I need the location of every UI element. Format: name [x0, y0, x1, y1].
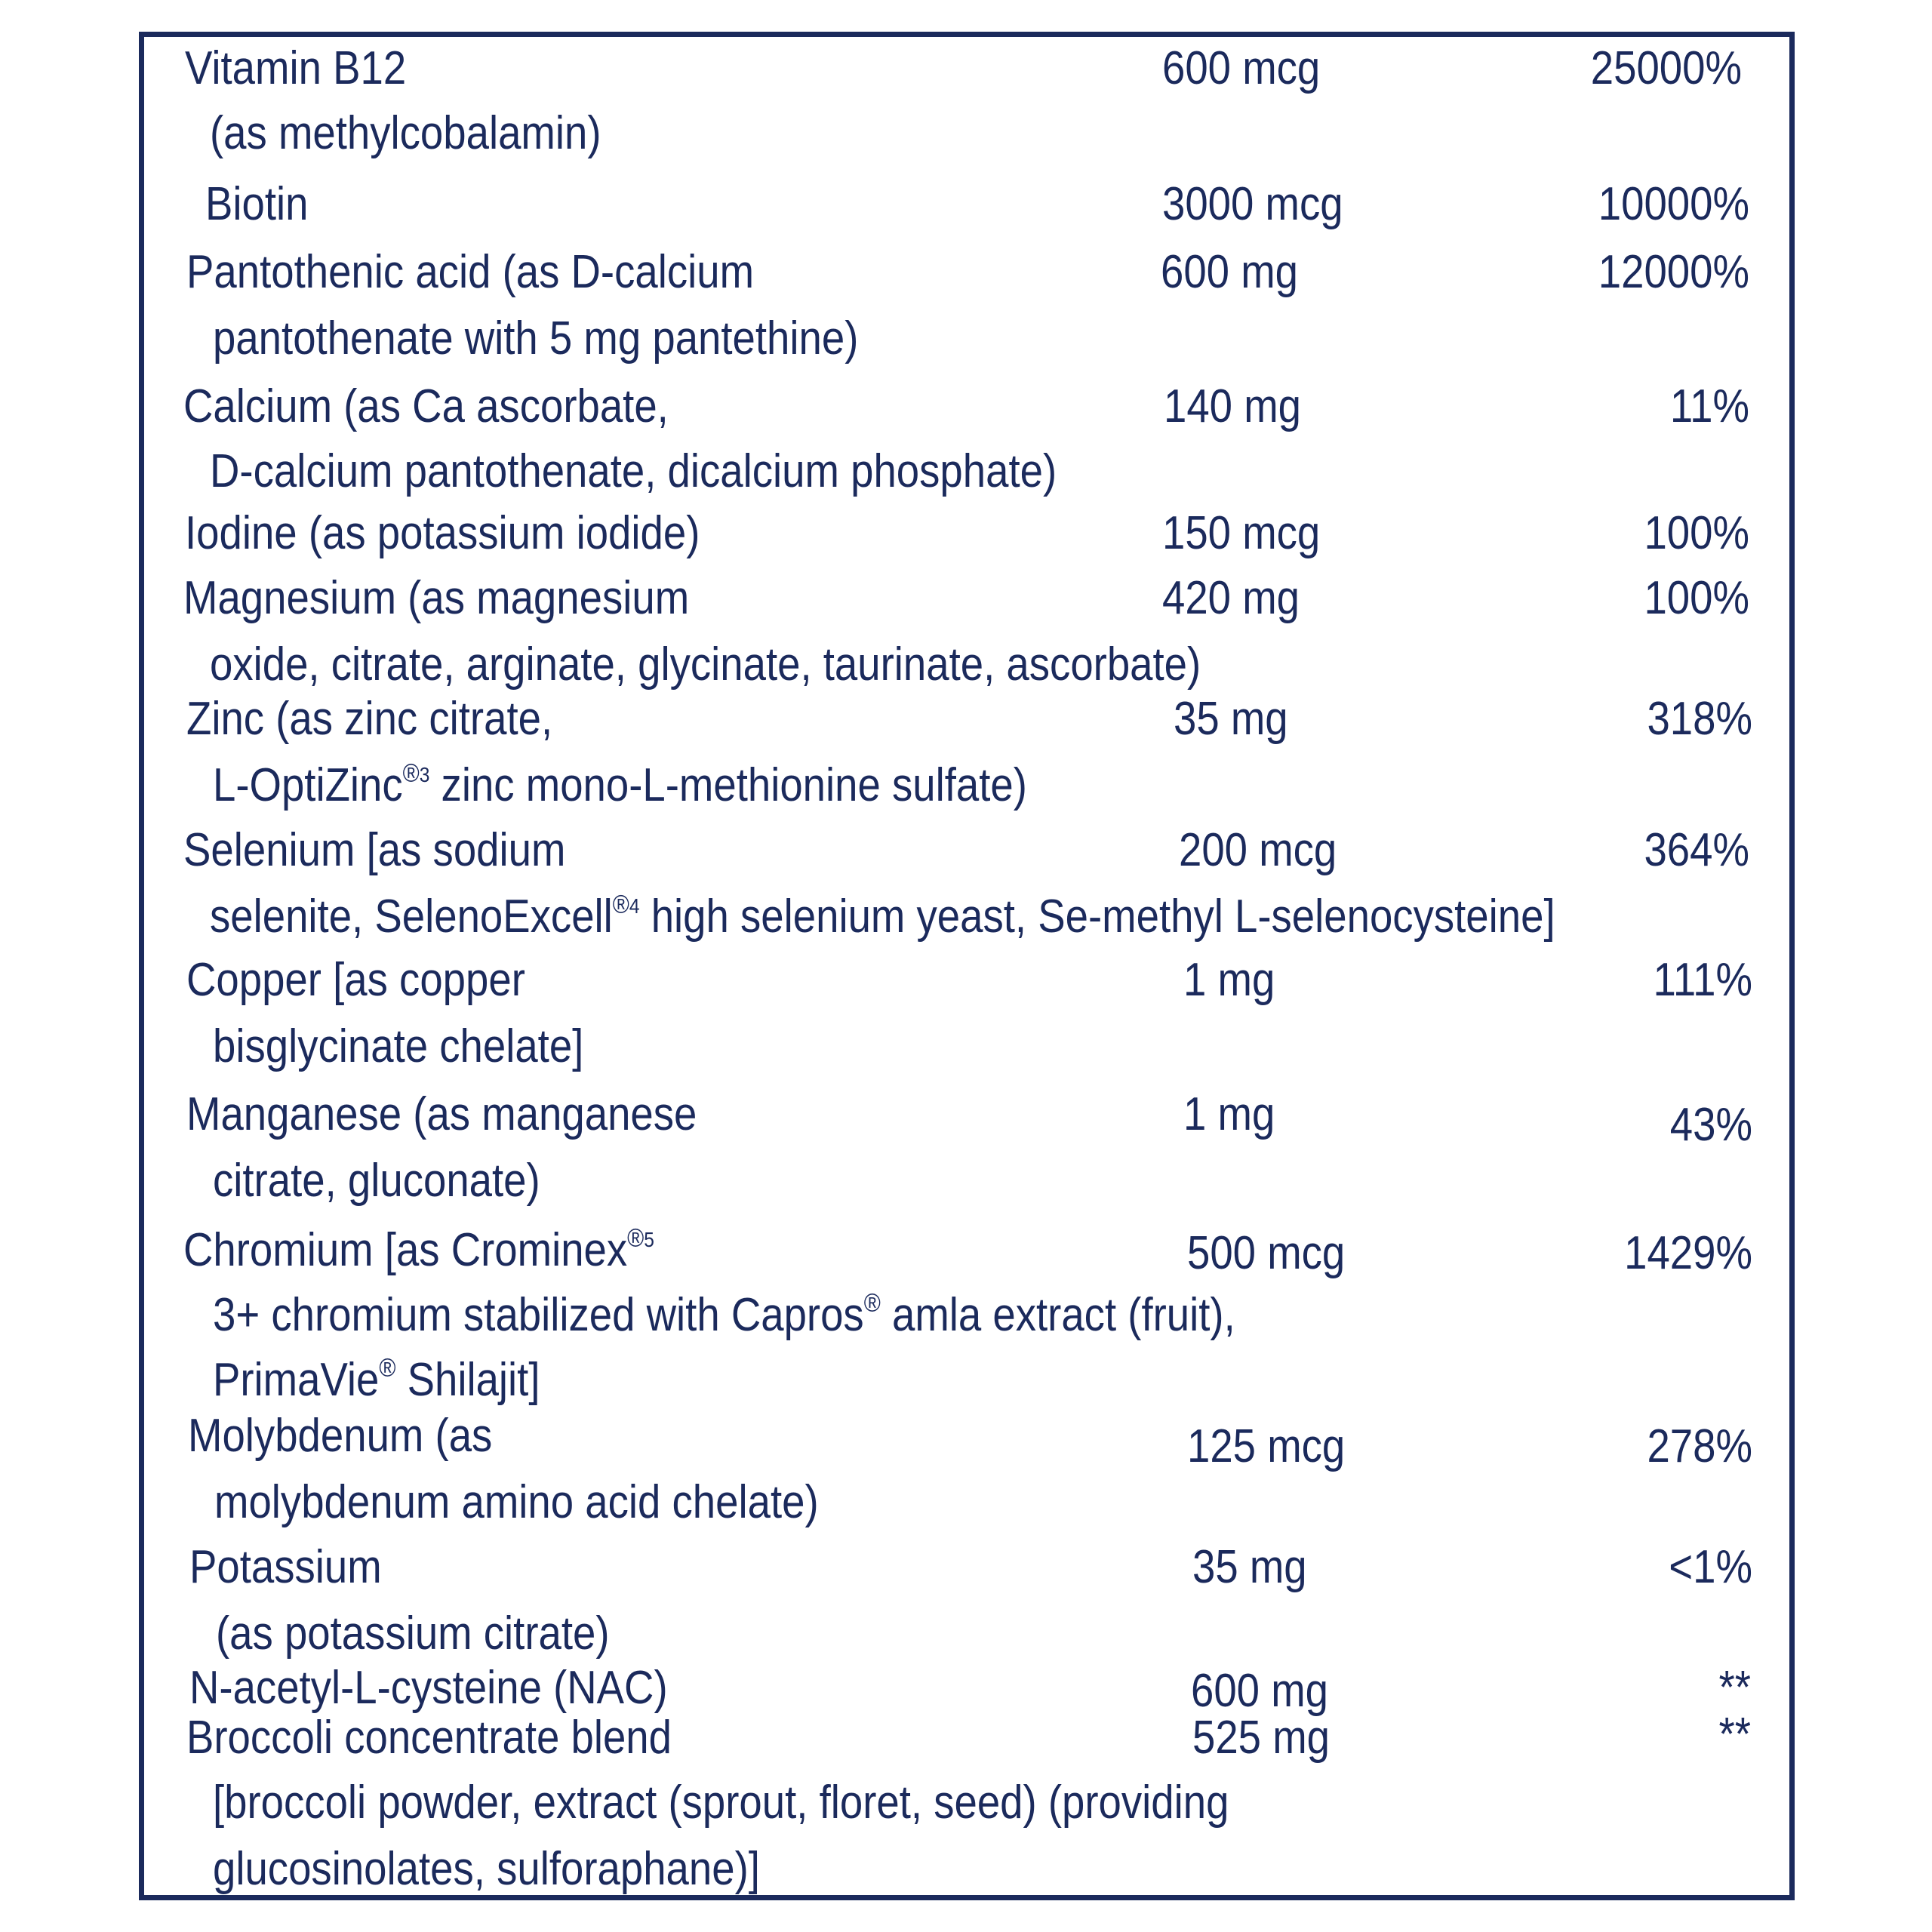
nutrient-name: Manganese (as manganese — [186, 1088, 697, 1140]
nutrient-daily-value: 25000% — [1590, 42, 1742, 94]
nutrient-detail: L-OptiZinc$^{®3}$ zinc mono-L-methionine sulfate) — [213, 758, 1027, 811]
nutrient-detail: 3+ chromium stabilized with Capros® amla extract (fruit), — [213, 1288, 1235, 1341]
nutrient-daily-value: 278% — [1647, 1420, 1752, 1472]
nutrient-name: Chromium [as Crominex$^{®5}$ — [183, 1223, 654, 1276]
nutrient-name: N-acetyl-L-cysteine (NAC) — [189, 1662, 668, 1714]
nutrient-daily-value: 111% — [1653, 954, 1752, 1006]
nutrient-name: Potassium — [189, 1541, 382, 1593]
nutrient-amount: 3000 mcg — [1162, 178, 1343, 230]
nutrient-amount: 600 mg — [1191, 1665, 1328, 1717]
nutrient-detail: glucosinolates, sulforaphane)] — [213, 1843, 760, 1895]
nutrient-daily-value: 10000% — [1598, 178, 1749, 230]
nutrient-name: Calcium (as Ca ascorbate, — [183, 380, 669, 432]
nutrient-amount: 35 mg — [1174, 693, 1288, 745]
nutrient-daily-value: ** — [1718, 1662, 1751, 1714]
nutrient-name: Selenium [as sodium — [183, 824, 566, 876]
nutrient-name: Magnesium (as magnesium — [183, 572, 690, 624]
nutrient-amount: 500 mcg — [1187, 1227, 1346, 1279]
nutrient-name: Zinc (as zinc citrate, — [186, 693, 553, 745]
nutrient-daily-value: 100% — [1644, 507, 1749, 559]
nutrient-detail: PrimaVie® Shilajit] — [213, 1353, 540, 1406]
nutrient-daily-value: 318% — [1647, 693, 1752, 745]
nutrient-daily-value: 100% — [1644, 572, 1749, 624]
nutrient-detail: pantothenate with 5 mg pantethine) — [213, 312, 859, 365]
nutrient-name: Vitamin B12 — [185, 42, 407, 94]
nutrient-name: Copper [as copper — [186, 954, 525, 1006]
nutrient-daily-value: 1429% — [1624, 1227, 1752, 1279]
nutrient-amount: 525 mg — [1192, 1712, 1330, 1764]
nutrient-name: Molybdenum (as — [188, 1410, 493, 1462]
nutrient-detail: (as methylcobalamin) — [210, 107, 601, 159]
nutrient-name: Broccoli concentrate blend — [186, 1712, 672, 1764]
nutrient-amount: 420 mg — [1162, 572, 1300, 624]
nutrient-detail: D-calcium pantothenate, dicalcium phosphate) — [210, 445, 1057, 497]
nutrient-detail: citrate, gluconate) — [213, 1155, 540, 1207]
nutrient-detail: oxide, citrate, arginate, glycinate, taurinate, ascorbate) — [210, 638, 1201, 691]
nutrient-name: Biotin — [205, 178, 309, 230]
nutrient-amount: 200 mcg — [1179, 824, 1337, 876]
nutrient-detail: selenite, SelenoExcell$^{®4}$ high selenium yeast, Se-methyl L-selenocysteine] — [210, 890, 1555, 943]
nutrient-amount: 140 mg — [1164, 380, 1301, 432]
nutrient-daily-value: ** — [1718, 1709, 1751, 1761]
nutrient-amount: 35 mg — [1192, 1541, 1307, 1593]
nutrient-daily-value: 364% — [1644, 824, 1749, 876]
nutrient-amount: 600 mcg — [1162, 42, 1321, 94]
nutrient-amount: 600 mg — [1161, 246, 1298, 298]
nutrient-amount: 150 mcg — [1162, 507, 1321, 559]
nutrient-detail: (as potassium citrate) — [216, 1607, 610, 1660]
nutrient-daily-value: 43% — [1669, 1099, 1752, 1151]
nutrient-detail: bisglycinate chelate] — [213, 1020, 584, 1072]
nutrient-detail: molybdenum amino acid chelate) — [214, 1476, 819, 1528]
nutrient-daily-value: 11% — [1669, 380, 1749, 432]
nutrient-daily-value: <1% — [1669, 1541, 1752, 1593]
nutrient-daily-value: 12000% — [1598, 246, 1749, 298]
nutrient-detail: [broccoli powder, extract (sprout, floret, seed) (providing — [213, 1777, 1229, 1829]
nutrient-name: Pantothenic acid (as D-calcium — [186, 246, 755, 298]
nutrient-amount: 125 mcg — [1187, 1420, 1346, 1472]
nutrient-name: Iodine (as potassium iodide) — [185, 507, 700, 559]
nutrient-amount: 1 mg — [1183, 954, 1275, 1006]
nutrient-amount: 1 mg — [1183, 1088, 1275, 1140]
